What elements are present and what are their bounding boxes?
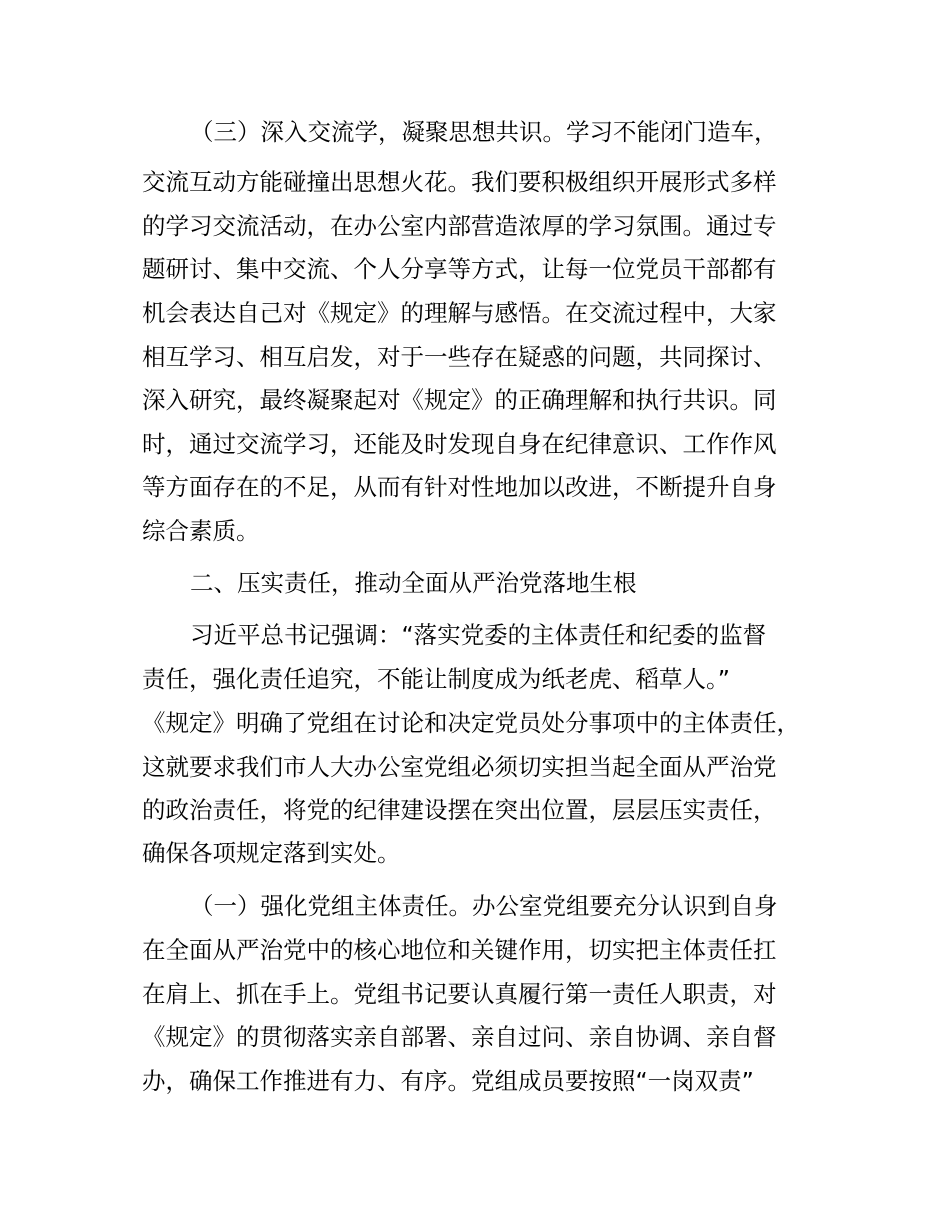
text-line: 的学习交流活动，在办公室内部营造浓厚的学习氛围。通过专: [142, 212, 777, 240]
text-line: 相互学习、相互启发，对于一些存在疑惑的问题，共同探讨、: [142, 343, 777, 371]
text-line: 交流互动方能碰撞出思想火花。我们要积极组织开展形式多样: [142, 168, 777, 196]
text-line: 《规定》明确了党组在讨论和决定党员处分事项中的主体责任，: [142, 709, 800, 737]
text-line: 题研讨、集中交流、个人分享等方式，让每一位党员干部都有: [142, 255, 777, 283]
text-line: 深入研究，最终凝聚起对《规定》的正确理解和执行共识。同: [142, 386, 777, 414]
text-line: 机会表达自己对《规定》的理解与感悟。在交流过程中，大家: [142, 299, 777, 327]
text-line: 的政治责任，将党的纪律建设摆在突出位置，层层压实责任，: [142, 796, 777, 824]
text-line: 等方面存在的不足，从而有针对性地加以改进，不断提升自身: [142, 473, 777, 501]
text-line: 《规定》的贯彻落实亲自部署、亲自过问、亲自协调、亲自督: [142, 1023, 777, 1051]
text-line: 习近平总书记强调：“落实党委的主体责任和纪委的监督: [190, 621, 767, 649]
text-line: 在全面从严治党中的核心地位和关键作用，切实把主体责任扛: [142, 936, 777, 964]
text-line: 办，确保工作推进有力、有序。党组成员要按照“一岗双责”: [142, 1067, 754, 1095]
text-line: 在肩上、抓在手上。党组书记要认真履行第一责任人职责，对: [142, 980, 777, 1008]
section-heading: 二、压实责任，推动全面从严治党落地生根: [190, 569, 637, 597]
text-line: 时，通过交流学习，还能及时发现自身在纪律意识、工作作风: [142, 430, 777, 458]
text-line: 确保各项规定落到实处。: [142, 839, 401, 867]
text-line: 综合素质。: [142, 517, 260, 545]
subsection-heading: （一）强化党组主体责任。办公室党组要充分认识到自身: [190, 892, 778, 920]
text-line: （三）深入交流学，凝聚思想共识。学习不能闭门造车，: [190, 118, 778, 146]
text-line: 这就要求我们市人大办公室党组必须切实担当起全面从严治党: [142, 753, 777, 781]
text-line: 责任，强化责任追究，不能让制度成为纸老虎、稻草人。”: [142, 665, 730, 693]
